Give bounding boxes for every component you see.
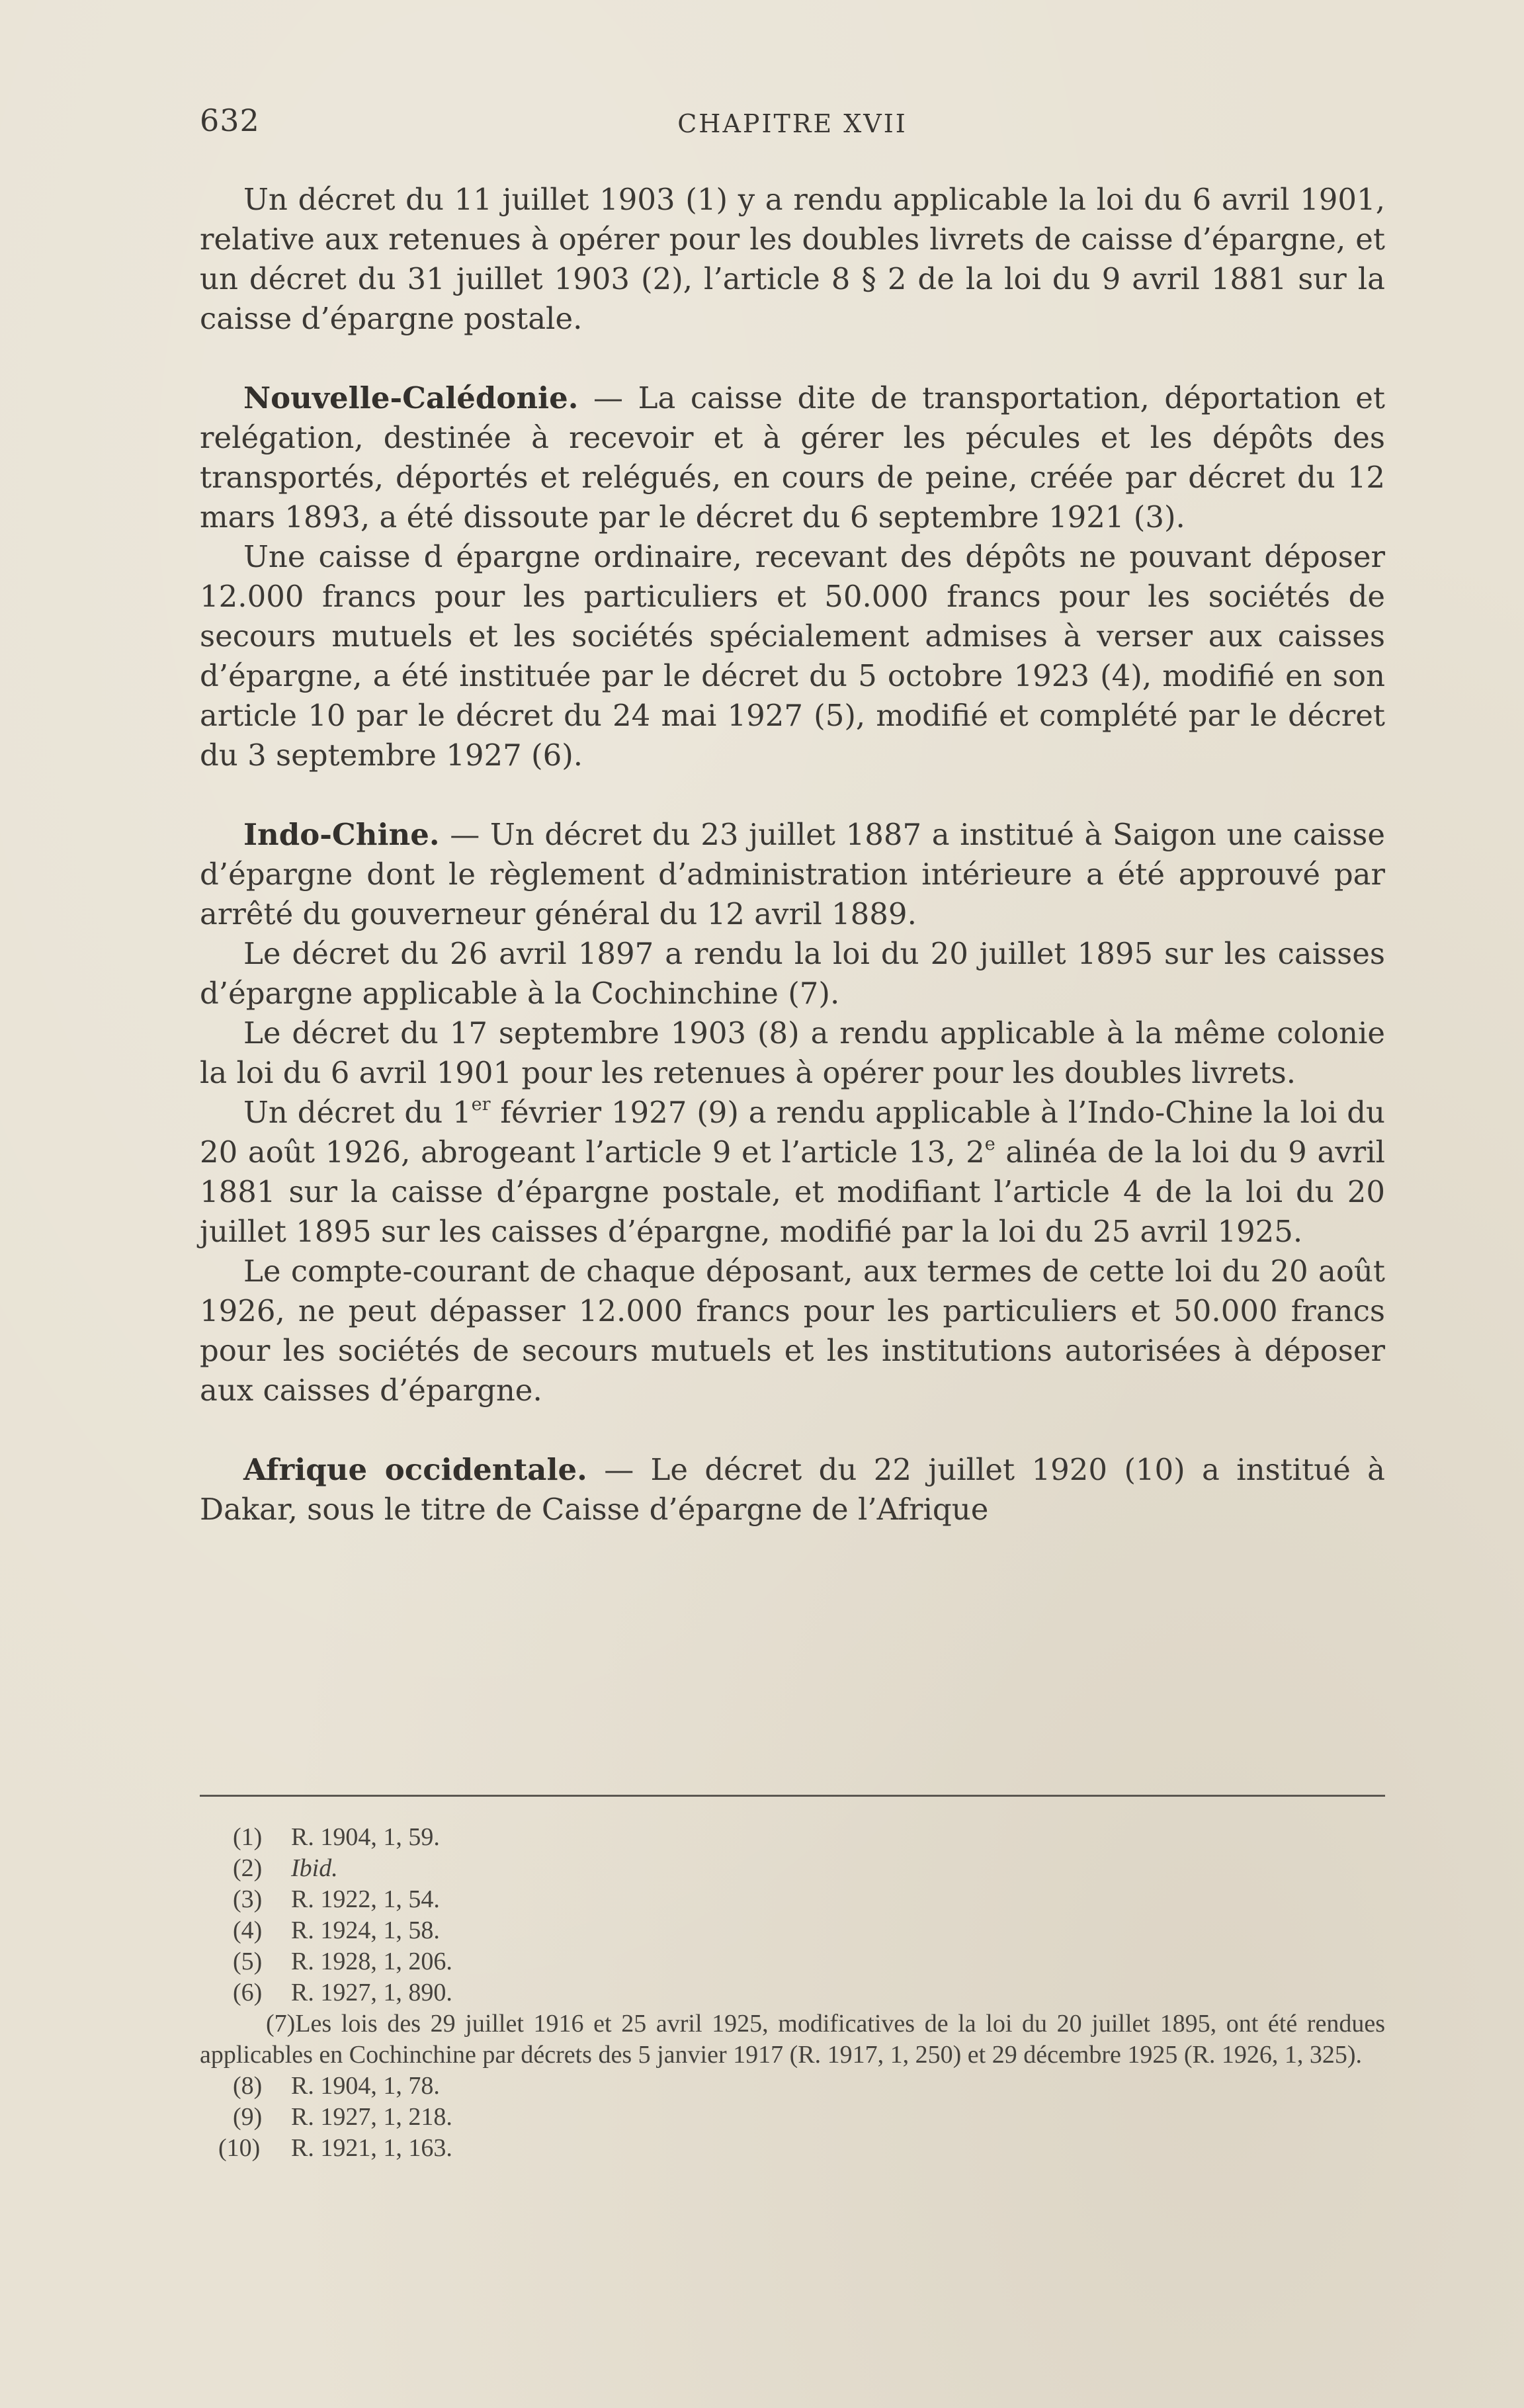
paragraph-5: Le décret du 26 avril 1897 a rendu la loi du 20 juillet 1895 sur les caisses d’épargne applicable à la Cochinchine (7).	[200, 936, 1385, 1011]
page-number: 632	[200, 103, 260, 138]
footnote-6: (6) R. 1927, 1, 890.	[233, 1979, 452, 2006]
paragraph-6: Le décret du 17 septembre 1903 (8) a rendu applicable à la même colonie la loi du 6 avril 1901 pour les retenues à opérer pour les doubles livrets.	[200, 1015, 1385, 1090]
body-text	[200, 180, 1385, 1529]
footnote-rule	[200, 1795, 1385, 1797]
footnote-7: (7)Les lois des 29 juillet 1916 et 25 avril 1925, modificatives de la loi du 20 juillet 1895, ont été rendues applicables en Cochinchine par décrets des 5 janvier 1917 (R. 1917, 1, 250) et 29 décembre 1925 (R. 1926, 1, 325).	[200, 2010, 1385, 2069]
footnote-2: (2) Ibid.	[233, 1854, 338, 1882]
footnote-5: (5) R. 1928, 1, 206.	[233, 1948, 452, 1975]
footnote-10: (10) R. 1921, 1, 163.	[218, 2134, 452, 2162]
paragraph-2: Nouvelle-Calédonie. — La caisse dite de transportation, déportation et relégation, destinée à recevoir et à gérer les pécules et les dépôts des transportés, déportés et relégués, en cours de peine, créée par décret du 12 mars 1893, a été dissoute par le décret du 6 septembre 1921 (3).	[200, 380, 1385, 535]
paragraph-7: Un décret du 1er février 1927 (9) a rendu applicable à l’Indo-Chine la loi du 20 août 1926, abrogeant l’article 9 et l’article 13, 2e alinéa de la loi du 9 avril 1881 sur la caisse d’épargne postale, et modifiant l’article 4 de la loi du 20 juillet 1895 sur les caisses d’épargne, modifié par la loi du 25 avril 1925.	[200, 1094, 1385, 1249]
running-head: CHAPITRE XVII	[677, 109, 908, 138]
footnote-9: (9) R. 1927, 1, 218.	[233, 2103, 452, 2131]
paragraph-4: Indo-Chine. — Un décret du 23 juillet 1887 a institué à Saigon une caisse d’épargne dont le règlement d’administration intérieure a été approuvé par arrêté du gouverneur général du 12 avril 1889.	[200, 817, 1385, 931]
footnotes	[200, 1822, 1385, 2164]
footnote-1: (1) R. 1904, 1, 59.	[233, 1823, 440, 1851]
section-heading-afrique-occidentale: Afrique occidentale.	[243, 1452, 587, 1487]
footnote-8: (8) R. 1904, 1, 78.	[233, 2072, 440, 2100]
paragraph-9: Afrique occidentale. — Le décret du 22 juillet 1920 (10) a institué à Dakar, sous le titre de Caisse d’épargne de l’Afrique	[200, 1452, 1385, 1527]
paragraph-3: Une caisse d épargne ordinaire, recevant des dépôts ne pouvant déposer 12.000 francs pour les particuliers et 50.000 francs pour les sociétés de secours mutuels et les sociétés spécialement admises à verser aux caisses d’épargne, a été instituée par le décret du 5 octobre 1923 (4), modifié en son article 10 par le décret du 24 mai 1927 (5), modifié et complété par le décret du 3 septembre 1927 (6).	[200, 539, 1385, 773]
footnote-4: (4) R. 1924, 1, 58.	[233, 1916, 440, 1944]
paragraph-8: Le compte-courant de chaque déposant, aux termes de cette loi du 20 août 1926, ne peut dépasser 12.000 francs pour les particuliers et 50.000 francs pour les sociétés de secours mutuels et les institutions autorisées à déposer aux caisses d’épargne.	[200, 1254, 1385, 1408]
paragraph-1: Un décret du 11 juillet 1903 (1) y a rendu applicable la loi du 6 avril 1901, relative aux retenues à opérer pour les doubles livrets de caisse d’épargne, et un décret du 31 juillet 1903 (2), l’article 8 § 2 de la loi du 9 avril 1881 sur la caisse d’épargne postale.	[200, 182, 1385, 336]
section-heading-nouvelle-caledonie: Nouvelle-Calédonie.	[243, 380, 579, 415]
footnote-3: (3) R. 1922, 1, 54.	[233, 1885, 440, 1913]
page-header	[200, 103, 1385, 149]
section-heading-indo-chine: Indo-Chine.	[243, 817, 440, 852]
